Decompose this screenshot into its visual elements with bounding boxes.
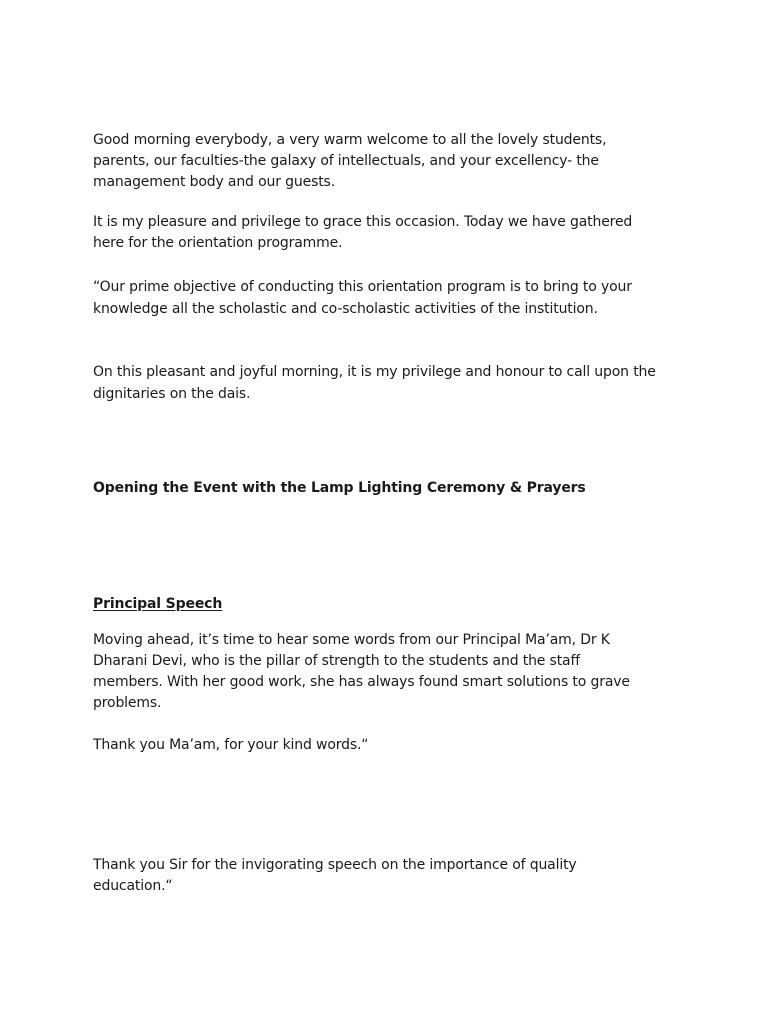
thank-you-maam-paragraph: Thank you Ma’am, for your kind words.“	[93, 737, 369, 753]
principal-speech-heading: Principal Speech	[93, 596, 223, 612]
dignitaries-paragraph: On this pleasant and joyful morning, it is my privilege and honour to call upon the dignitaries on the dais.	[93, 364, 656, 402]
welcome-paragraph: Good morning everybody, a very warm welcome to all the lovely students, parents, our faculties-the galaxy of intellectuals, and your excellency- the management body and our guests.	[93, 132, 607, 190]
objective-paragraph: “Our prime objective of conducting this orientation program is to bring to your knowledge all the scholastic and co-scholastic activities of the institution.	[93, 279, 632, 317]
thank-you-sir-paragraph: Thank you Sir for the invigorating speech on the importance of quality education.“	[93, 857, 577, 894]
principal-intro-paragraph: Moving ahead, it’s time to hear some words from our Principal Ma’am, Dr K Dharani Devi, who is the pillar of strength to the students and the staff members. With her good work, she has always found smart solutions to grave problems.	[93, 632, 630, 711]
opening-event-heading: Opening the Event with the Lamp Lighting Ceremony & Prayers	[93, 480, 586, 496]
occasion-paragraph: It is my pleasure and privilege to grace this occasion. Today we have gathered here for the orientation programme.	[93, 214, 633, 251]
